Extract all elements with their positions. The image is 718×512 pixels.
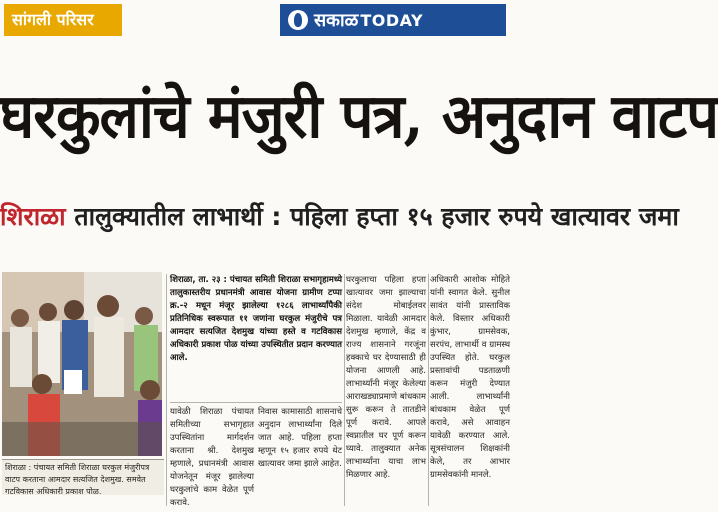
news-photo — [2, 272, 162, 456]
lead-divider — [170, 402, 342, 403]
brand-logo — [280, 4, 506, 36]
subhead-place: शिराळा — [0, 202, 66, 231]
headline: घरकुलांचे मंजुरी पत्र, अनुदान वाटप — [0, 80, 718, 152]
subhead-text: तालुक्यातील लाभार्थी : पहिला हप्ता १५ हजार रुपये खात्यावर जमा — [74, 202, 679, 231]
column-divider — [428, 274, 429, 506]
masthead — [0, 0, 512, 40]
article-column-3 — [346, 274, 426, 510]
subhead — [0, 200, 679, 234]
article-column-2 — [258, 406, 342, 510]
article-column-4 — [430, 274, 510, 510]
body-paragraph: यावेळी शिराळा पंचायत समितीच्या सभागृहात उपस्थितांना मार्गदर्शन करताना श्री. देशमुख म्हणाले, प्रधानमंत्री आवास योजनेतून मंजूर झालेल्या घरकुलांचे काम वेळेत पूर्ण करावे. — [170, 407, 254, 508]
lead-paragraph: शिराळा, ता. २३ : पंचायत समिती शिराळा सभागृहामध्ये तालुकास्तरीय प्रधानमंत्री आवास योजना ग्रामीण टप्पा क्र.-२ मधून मंजूर झालेल्या १२८६ लाभार्थ्यांपैकी प्रतिनिधिक स्वरूपात ११ जणांना घरकुल मंजुरीचे पत्र आमदार सत्यजित देशमुख यांच्या हस्ते व गटविकास अधिकारी प्रकाश पोळ यांच्या उपस्थितीत प्रदान करण्यात आले. — [170, 275, 343, 363]
body-paragraph: घरकुलाचा पहिला हप्ता खात्यावर जमा झाल्याचा संदेश मोबाईलवर मिळाला. यावेळी आमदार देशमुख म्हणाले, केंद्र व राज्य शासनाने गरजूंना हक्काचे घर देण्यासाठी ही योजना आणली आहे. लाभार्थ्यांनी मंजूर केलेल्या आराखड्याप्रमाणे बांधकाम सुरू करून ते तातडीने पूर्ण करावे. आपले स्वप्नातील घर पूर्ण करून घ्यावे. तालुक्यात अनेक लाभार्थ्यांना याचा लाभ मिळणार आहे. — [346, 275, 426, 480]
brand-suffix: TODAY — [360, 10, 424, 30]
article-lead — [170, 274, 342, 400]
sakal-logo-icon — [288, 10, 308, 30]
section-tag: सांगली परिसर — [4, 4, 122, 36]
body-paragraph: निवास कामासाठी शासनाचे अनुदान लाभार्थ्यांना दिले जात आहे. पहिला हप्ता म्हणून १५ हजार रुपये थेट खात्यावर जमा झाले आहेत. — [258, 407, 342, 469]
column-divider — [166, 274, 167, 506]
column-divider — [344, 274, 345, 506]
photo-caption: शिराळा : पंचायत समिती शिराळा घरकुल मंजुरीपत्र वाटप करताना आमदार सत्यजित देशमुख. समवेत गटविकास अधिकारी प्रकाश पोळ. — [2, 459, 164, 495]
article-column-1 — [170, 406, 254, 510]
photo-illustration — [2, 272, 162, 456]
body-paragraph: अधिकारी आशोक मोहिते यांनी स्वागत केले. सुनील सावंत यांनी प्रास्ताविक केले. विस्तार अधिकारी कुंभार, ग्रामसेवक, सरपंच, लाभार्थी व ग्रामस्थ उपस्थित होते. घरकुल प्रस्तावांची पडताळणी करून मंजुरी देण्यात आली. लाभार्थ्यांनी बांधकाम वेळेत पूर्ण करावे, असे आवाहन यावेळी करण्यात आले. सूत्रसंचालन शिक्षकांनी केले, तर आभार ग्रामसेवकांनी मानले. — [430, 275, 510, 480]
brand-name: सकाळ — [314, 10, 359, 31]
